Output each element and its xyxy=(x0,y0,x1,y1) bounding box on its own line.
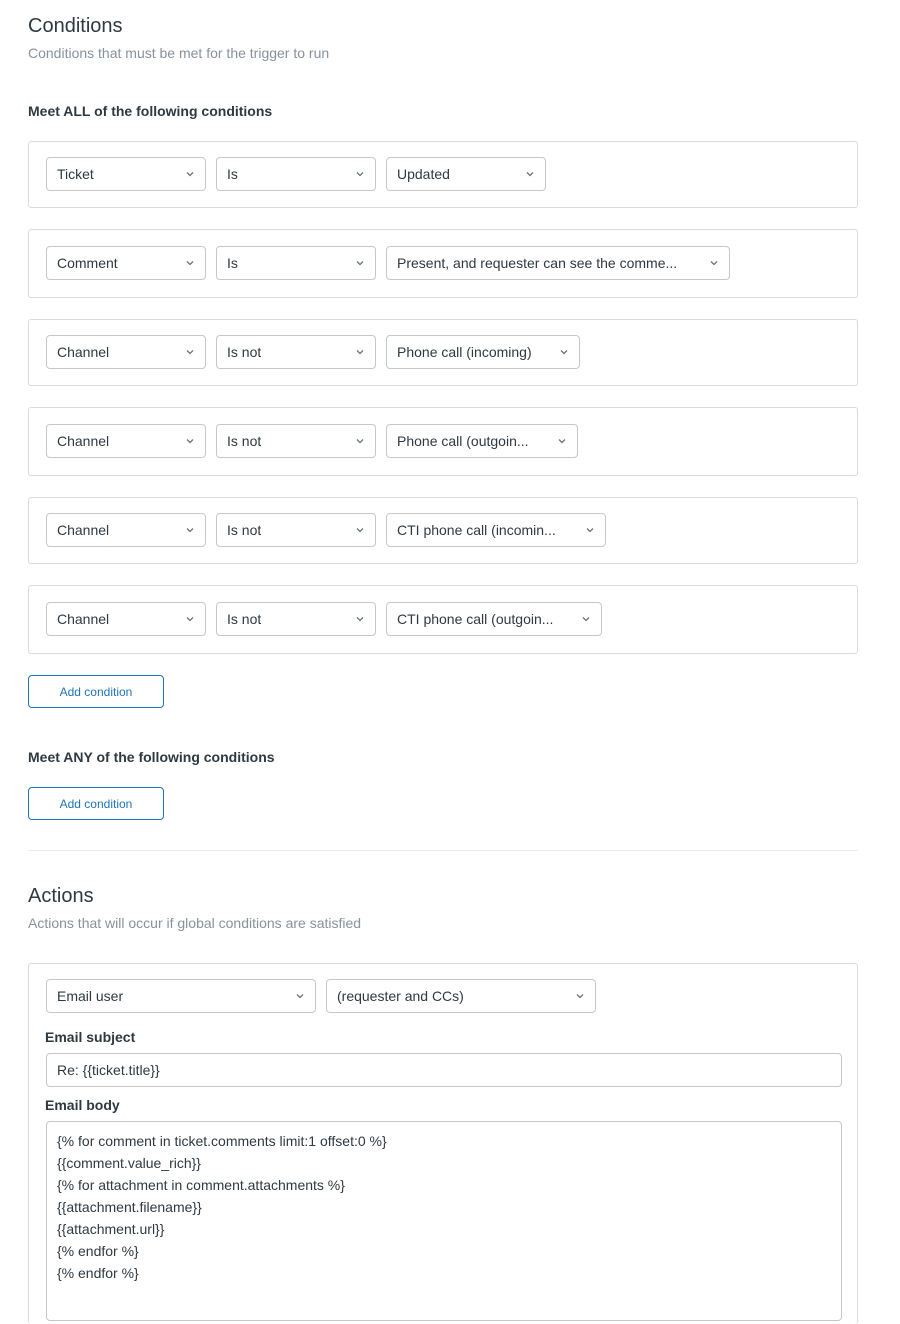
condition-value-select[interactable] xyxy=(386,335,580,369)
condition-field-value: Comment xyxy=(57,255,118,271)
condition-value-select[interactable] xyxy=(386,424,578,458)
condition-row xyxy=(28,585,858,654)
condition-row xyxy=(28,229,858,298)
condition-operator-select[interactable] xyxy=(216,602,376,636)
chevron-down-icon xyxy=(559,347,569,357)
condition-operator-select[interactable] xyxy=(216,424,376,458)
condition-operator-value: Is not xyxy=(227,344,262,360)
condition-field-value: Channel xyxy=(57,611,110,627)
chevron-down-icon xyxy=(585,525,595,535)
condition-operator-select[interactable] xyxy=(216,246,376,280)
condition-operator-select[interactable] xyxy=(216,513,376,547)
condition-field-select[interactable] xyxy=(46,602,206,636)
condition-value-text: Phone call (outgoin... xyxy=(397,433,529,449)
condition-field-value: Channel xyxy=(57,522,110,538)
condition-value-select[interactable] xyxy=(386,246,730,280)
chevron-down-icon xyxy=(575,991,585,1001)
condition-field-select[interactable] xyxy=(46,246,206,280)
chevron-down-icon xyxy=(185,169,195,179)
action-type-value: Email user xyxy=(57,988,124,1004)
chevron-down-icon xyxy=(355,614,365,624)
condition-operator-select[interactable] xyxy=(216,335,376,369)
email-body-line: {{comment.value_rich}} xyxy=(57,1155,201,1171)
chevron-down-icon xyxy=(557,436,567,446)
condition-value-select[interactable] xyxy=(386,513,606,547)
chevron-down-icon xyxy=(185,347,195,357)
chevron-down-icon xyxy=(185,436,195,446)
condition-operator-value: Is xyxy=(227,166,238,182)
condition-value-text: Phone call (incoming) xyxy=(397,344,532,360)
condition-field-select[interactable] xyxy=(46,513,206,547)
condition-value-text: Present, and requester can see the comme... xyxy=(397,255,678,271)
condition-operator-select[interactable] xyxy=(216,157,376,191)
condition-row xyxy=(28,319,858,386)
conditions-subtitle: Conditions that must be met for the trigger to run xyxy=(28,45,330,61)
chevron-down-icon xyxy=(355,525,365,535)
email-body-textarea[interactable] xyxy=(46,1121,842,1321)
chevron-down-icon xyxy=(355,436,365,446)
condition-field-value: Channel xyxy=(57,433,110,449)
add-any-condition-button[interactable]: Add condition xyxy=(28,787,164,820)
condition-row xyxy=(28,497,858,564)
email-subject-input[interactable] xyxy=(46,1053,842,1087)
section-divider xyxy=(28,850,858,851)
condition-field-value: Channel xyxy=(57,344,110,360)
recipient-select[interactable] xyxy=(326,979,596,1013)
chevron-down-icon xyxy=(185,525,195,535)
condition-operator-value: Is not xyxy=(227,522,262,538)
chevron-down-icon xyxy=(525,169,535,179)
email-body-line: {{attachment.url}} xyxy=(57,1221,165,1237)
condition-value-select[interactable] xyxy=(386,157,546,191)
email-body-line: {{attachment.filename}} xyxy=(57,1199,202,1215)
email-subject-label: Email subject xyxy=(45,1029,136,1045)
actions-title: Actions xyxy=(28,885,94,907)
condition-operator-value: Is not xyxy=(227,611,262,627)
chevron-down-icon xyxy=(185,614,195,624)
any-conditions-heading: Meet ANY of the following conditions xyxy=(28,749,275,765)
action-type-select[interactable] xyxy=(46,979,316,1013)
condition-operator-value: Is xyxy=(227,255,238,271)
chevron-down-icon xyxy=(355,347,365,357)
condition-row xyxy=(28,141,858,208)
email-subject-value: Re: {{ticket.title}} xyxy=(57,1062,160,1078)
email-body-line: {% endfor %} xyxy=(57,1265,139,1281)
email-body-line: {% for attachment in comment.attachments %} xyxy=(57,1177,345,1193)
actions-subtitle: Actions that will occur if global conditions are satisfied xyxy=(28,915,362,931)
chevron-down-icon xyxy=(581,614,591,624)
condition-value-text: CTI phone call (incomin... xyxy=(397,522,556,538)
condition-value-text: Updated xyxy=(397,166,450,182)
chevron-down-icon xyxy=(355,258,365,268)
chevron-down-icon xyxy=(185,258,195,268)
condition-operator-value: Is not xyxy=(227,433,262,449)
condition-field-value: Ticket xyxy=(57,166,94,182)
email-body-label: Email body xyxy=(45,1097,120,1113)
add-all-condition-button[interactable]: Add condition xyxy=(28,675,164,708)
condition-row xyxy=(28,407,858,476)
email-body-line: {% endfor %} xyxy=(57,1243,139,1259)
all-conditions-heading: Meet ALL of the following conditions xyxy=(28,103,273,119)
condition-field-select[interactable] xyxy=(46,424,206,458)
action-row xyxy=(28,963,858,1324)
chevron-down-icon xyxy=(355,169,365,179)
condition-field-select[interactable] xyxy=(46,335,206,369)
conditions-title: Conditions xyxy=(28,15,123,37)
condition-value-text: CTI phone call (outgoin... xyxy=(397,611,554,627)
condition-field-select[interactable] xyxy=(46,157,206,191)
email-body-line: {% for comment in ticket.comments limit:1 offset:0 %} xyxy=(57,1133,387,1149)
recipient-value: (requester and CCs) xyxy=(337,988,464,1004)
chevron-down-icon xyxy=(709,258,719,268)
condition-value-select[interactable] xyxy=(386,602,602,636)
chevron-down-icon xyxy=(295,991,305,1001)
